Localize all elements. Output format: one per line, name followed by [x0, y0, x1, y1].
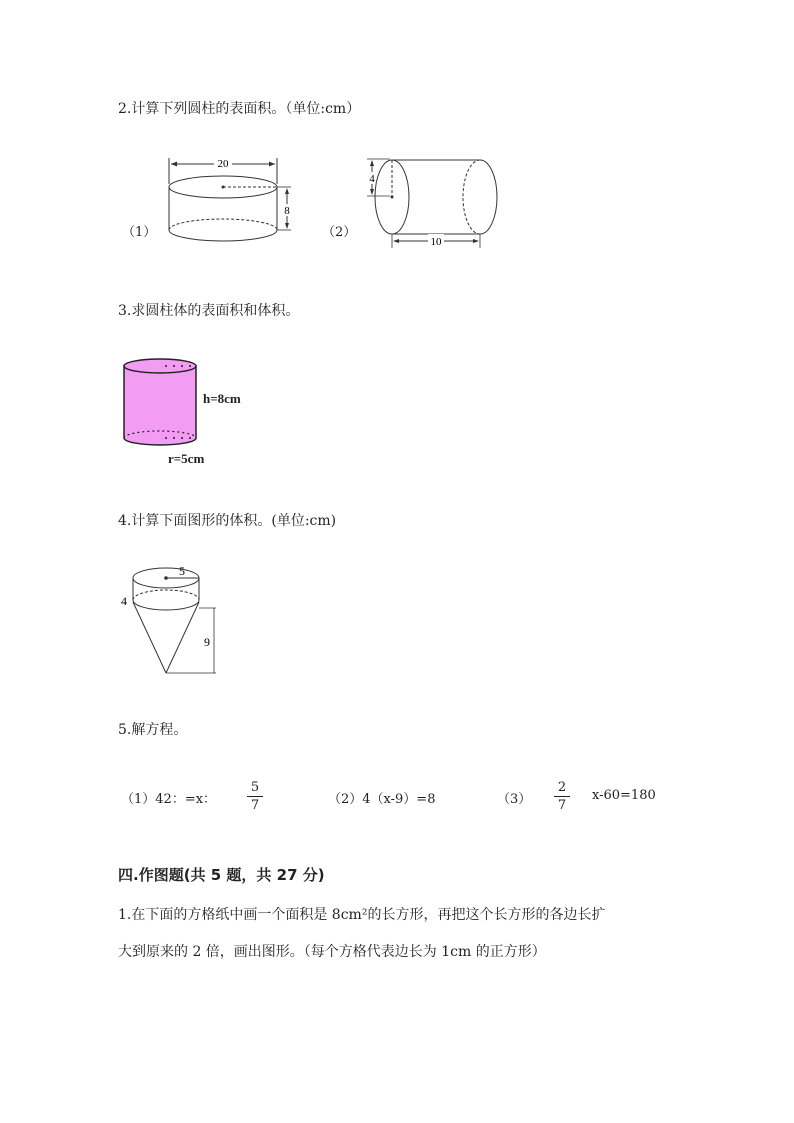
q5-eq1-numerator: 5 [247, 780, 263, 797]
fig1-height-label: 8 [284, 205, 290, 217]
q5-eq1-fraction [247, 780, 263, 813]
q5-eq3-denominator: 7 [557, 798, 567, 813]
section4-q1-line2: 大到原来的 2 倍，画出图形。（每个方格代表边长为 1cm 的正方形） [118, 944, 546, 960]
fig2-radius-label: 4 [369, 173, 375, 185]
q5-eq3-numerator: 2 [554, 780, 570, 797]
fig2-length-label: 10 [430, 236, 442, 248]
q3-radius-label: r=5cm [168, 451, 205, 466]
section-heading: 四.作图题(共 5 题，共 27 分) [118, 866, 325, 884]
q5-eq3-suffix: x-60=180 [592, 788, 656, 803]
q5-eq1-denominator: 7 [250, 798, 260, 813]
q2-title: 2.计算下列圆柱的表面积。（单位:cm） [118, 101, 361, 117]
q4-cyl-height-label: 4 [121, 594, 127, 608]
q3-title: 3.求圆柱体的表面积和体积。 [118, 303, 300, 319]
q4-cone-height-label: 9 [204, 635, 210, 649]
q4-title: 4.计算下面图形的体积。(单位:cm) [118, 513, 337, 529]
q2-sub2-label: （2） [322, 225, 357, 240]
q3-height-label: h=8cm [203, 391, 241, 406]
cylinder-cone-figure [118, 560, 228, 685]
q5-eq3-prefix: （3） [497, 792, 532, 807]
cylinder-figure-1 [160, 150, 300, 240]
q4-radius-label: 5 [179, 564, 185, 578]
q5-title: 5.解方程。 [118, 722, 188, 738]
pink-cylinder-figure [122, 356, 202, 451]
q5-eq1-prefix: （1）42：=x： [121, 792, 217, 807]
section4-q1-line1: 1.在下面的方格纸中画一个面积是 8cm²的长方形，再把这个长方形的各边长扩 [118, 907, 606, 923]
q5-eq3-fraction [554, 780, 570, 813]
q5-eq2: （2）4（x-9）=8 [328, 792, 436, 807]
fig1-diameter-label: 20 [217, 158, 229, 170]
cylinder-figure-2 [362, 152, 502, 252]
q2-sub1-label: （1） [122, 225, 157, 240]
